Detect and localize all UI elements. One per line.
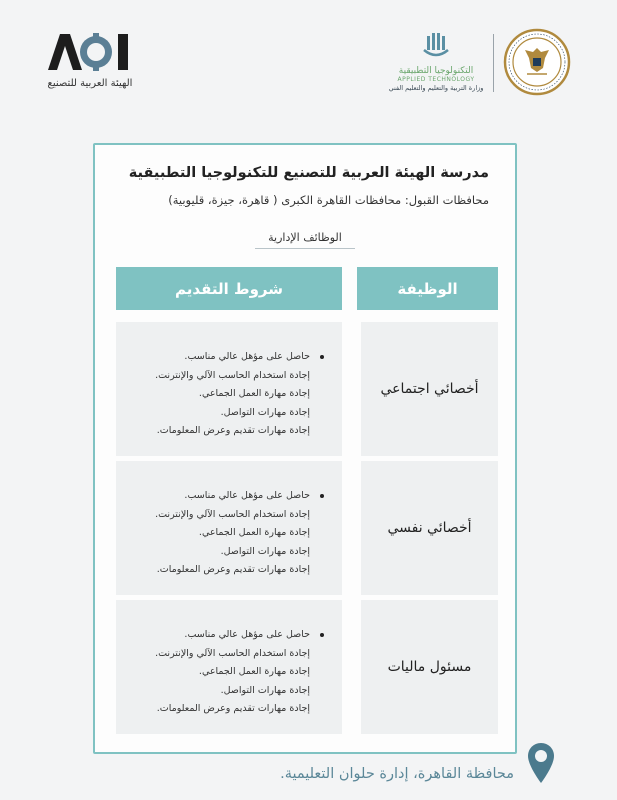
section-title xyxy=(95,231,515,249)
ministry-name: وزارة التربية والتعليم والتعليم الفني xyxy=(388,84,484,92)
condition-item: حاصل على مؤهل عالي مناسب. xyxy=(124,487,324,506)
header-conditions: شروط التقديم xyxy=(116,267,342,310)
applied-technology-emblem-icon xyxy=(421,32,451,60)
header-divider xyxy=(493,34,494,92)
applied-technology-english: APPLIED TECHNOLOGY xyxy=(397,76,475,83)
condition-item: إجادة مهارات تقديم وعرض المعلومات. xyxy=(156,703,310,714)
aoi-logo-mark xyxy=(46,30,138,72)
location-pin-icon xyxy=(527,742,555,784)
condition-item: إجادة مهارة العمل الجماعي. xyxy=(198,388,310,399)
condition-item: إجادة مهارات تقديم وعرض المعلومات. xyxy=(156,564,310,575)
job-row xyxy=(116,461,498,595)
card-subtitle: محافظات القبول: محافظات القاهرة الكبرى ( قاهرة، جيزة، قليوبية) xyxy=(168,193,489,207)
job-title: مسئول ماليات xyxy=(361,600,498,734)
condition-item: حاصل على مؤهل عالي مناسب. xyxy=(124,348,324,367)
condition-item: إجادة استخدام الحاسب الآلي والإنترنت. xyxy=(155,647,310,659)
job-title: أخصائي نفسي xyxy=(361,461,498,595)
condition-item: حاصل على مؤهل عالي مناسب. xyxy=(124,626,324,645)
conditions-list xyxy=(124,348,324,441)
condition-item: إجادة مهارات التواصل. xyxy=(220,684,310,696)
job-title: أخصائي اجتماعي xyxy=(361,322,498,456)
conditions-list xyxy=(124,487,324,580)
condition-item: إجادة استخدام الحاسب الآلي والإنترنت. xyxy=(155,369,310,381)
section-title-text: الوظائف الإدارية xyxy=(268,231,342,244)
condition-item: إجادة استخدام الحاسب الآلي والإنترنت. xyxy=(155,508,310,520)
condition-item: إجادة مهارات التواصل. xyxy=(220,545,310,557)
job-conditions xyxy=(116,600,342,734)
condition-item: إجادة مهارات تقديم وعرض المعلومات. xyxy=(156,425,310,436)
footer-location: محافظة القاهرة، إدارة حلوان التعليمية. xyxy=(280,766,514,782)
section-title-underline xyxy=(255,248,355,249)
location-pin xyxy=(527,742,555,788)
aoi-logo-caption: الهيئة العربية للتصنيع xyxy=(47,78,133,89)
condition-item: إجادة مهارة العمل الجماعي. xyxy=(198,527,310,538)
job-conditions xyxy=(116,322,342,456)
aoi-emblem-icon xyxy=(46,30,134,72)
header-job: الوظيفة xyxy=(357,267,498,310)
ministry-seal xyxy=(503,28,571,100)
egypt-ministry-seal-icon xyxy=(503,28,571,96)
conditions-list xyxy=(124,626,324,719)
condition-item: إجادة مهارة العمل الجماعي. xyxy=(198,666,310,677)
card-title: مدرسة الهيئة العربية للتصنيع للتكنولوجيا التطبيقية xyxy=(128,165,489,181)
job-row xyxy=(116,322,498,456)
jobs-card xyxy=(93,143,517,754)
job-row xyxy=(116,600,498,734)
applied-technology-arabic: التكنولوجيا التطبيقية xyxy=(398,66,474,76)
aoi-logo xyxy=(46,30,138,100)
job-conditions xyxy=(116,461,342,595)
applied-technology-logo xyxy=(384,32,488,98)
condition-item: إجادة مهارات التواصل. xyxy=(220,406,310,418)
